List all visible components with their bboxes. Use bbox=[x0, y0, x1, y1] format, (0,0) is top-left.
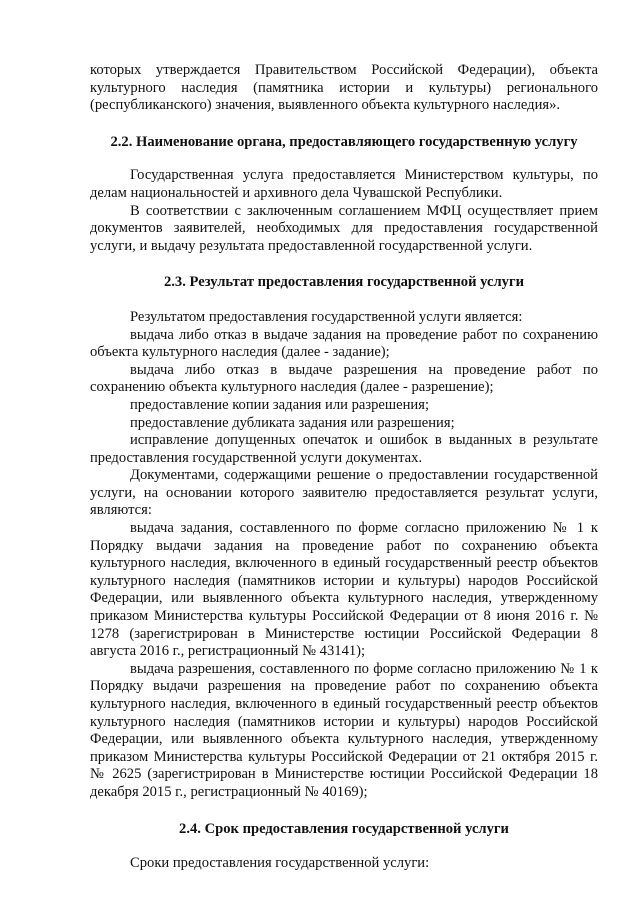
paragraph-intro: которых утверждается Правительством Российской Федерации), объекта культурного наследия (памятника истории и культуры) регионального (республиканского) значения, выявленного объекта культурного наследия». bbox=[90, 62, 598, 114]
paragraph-2-3-3: выдача либо отказ в выдаче разрешения на проведение работ по сохранению объекта культурного наследия (далее - разрешение); bbox=[90, 361, 598, 396]
paragraph-2-2-2: В соответствии с заключенным соглашением МФЦ осуществляет прием документов заявителей, необходимых для предоставления государственной услуги, и выдачу результата предоставленной государственной услуги. bbox=[90, 202, 598, 254]
paragraph-2-2-1: Государственная услуга предоставляется Министерством культуры, по делам национальностей и архивного дела Чувашской Республики. bbox=[90, 167, 598, 201]
section-heading-2-4: 2.4. Срок предоставления государственной услуги bbox=[179, 820, 509, 837]
section-heading-2-2: 2.2. Наименование органа, предоставляющего государственную услугу bbox=[110, 133, 578, 150]
section-heading-2-3: 2.3. Результат предоставления государственной услуги bbox=[163, 274, 525, 291]
paragraph-2-3-8: выдача задания, составленного по форме согласно приложению № 1 к Порядку выдачи задания на проведение работ по сохранению объекта культурного наследия, включенного в единый государственный реестр объектов культурного наследия (памятников истории и культуры) народов Российской Федерации, или выявленного объекта культурного наследия, утвержденному приказом Министерства культуры Российской Федерации от 8 июня 2016 г. № 1278 (зарегистрирован в Министерстве юстиции Российской Федерации 8 августа 2016 г., регистрационный № 43141); bbox=[90, 520, 598, 660]
paragraph-2-3-9: выдача разрешения, составленного по форме согласно приложению № 1 к Порядку выдачи разрешения на проведение работ по сохранению объекта культурного наследия, включенного в единый государственный реестр объектов культурного наследия (памятников истории и культуры) народов Российской Федерации, или выявленного объекта культурного наследия, утвержденному приказом Министерства культуры Российской Федерации от 21 октября 2015 г. № 2625 (зарегистрирован в Министерстве юстиции Российской Федерации 18 декабря 2015 г., регистрационный № 40169); bbox=[90, 660, 598, 800]
paragraph-2-3-7: Документами, содержащими решение о предоставлении государственной услуги, на основании которого заявителю предоставляется результат услуги, являются: bbox=[90, 467, 598, 519]
paragraph-2-3-5: предоставление дубликата задания или разрешения; bbox=[130, 414, 455, 431]
paragraph-2-3-4: предоставление копии задания или разрешения; bbox=[130, 396, 430, 413]
paragraph-2-4-1: Сроки предоставления государственной услуги: bbox=[130, 855, 430, 872]
paragraph-2-3-6: исправление допущенных опечаток и ошибок в выданных в результате предоставления государственной услуги документах. bbox=[90, 432, 598, 466]
paragraph-2-3-1: Результатом предоставления государственной услуги является: bbox=[130, 308, 523, 325]
paragraph-2-3-2: выдача либо отказ в выдаче задания на проведение работ по сохранению объекта культурного наследия (далее - задание); bbox=[90, 326, 598, 361]
document-body bbox=[90, 62, 598, 873]
